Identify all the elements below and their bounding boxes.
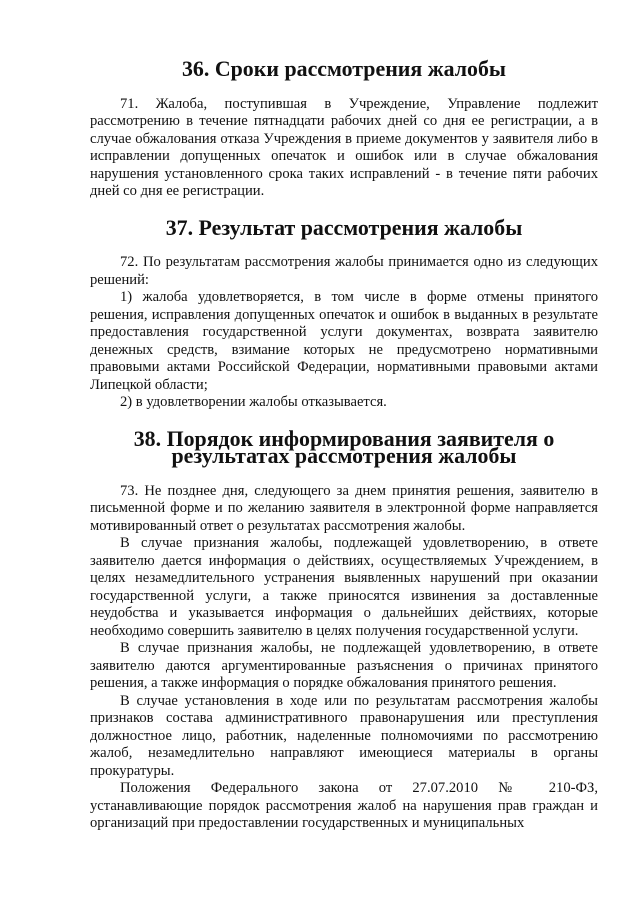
section-37-heading: 37. Результат рассмотрения жалобы — [165, 214, 523, 240]
section-38-heading: 38. Порядок информирования заявителя о результатах рассмотрения жалобы — [133, 425, 555, 468]
paragraph-73: 73. Не позднее дня, следующего за днем принятия решения, заявителю в письменной форме и по желанию заявителя в электронной форме направляется мотивированный ответ о результатах рассмотрения жалобы. — [90, 482, 598, 534]
paragraph-72-item-2: 2) в удовлетворении жалобы отказывается. — [120, 394, 387, 410]
paragraph-73-law-provisions: Положения Федерального закона от 27.07.2010 № 210-ФЗ, устанавливающие порядок рассмотрения жалоб на нарушения прав граждан и организаций при предоставлении государственных и муниципальных — [90, 780, 598, 831]
paragraph-73-satisfied: В случае признания жалобы, подлежащей удовлетворению, в ответе заявителю дается информация о действиях, осуществляемых Учреждением, в целях незамедлительного устранения выявленных нарушений при оказании государственной услуги, а также приносятся извинения за доставленные неудобства и указывается информация о дальнейших действиях, которые необходимо совершить заявителю в целях получения государственной услуги. — [90, 535, 598, 639]
paragraph-72: 72. По результатам рассмотрения жалобы принимается одно из следующих решений: — [90, 254, 598, 288]
paragraph-71: 71. Жалоба, поступившая в Учреждение, Управление подлежит рассмотрению в течение пятнадцати рабочих дней со дня ее регистрации, а в случае обжалования отказа Учреждения в приеме документов у заявителя либо в исправлении допущенных опечаток и ошибок или в случае обжалования нарушения установленного срока таких исправлений - в течение пяти рабочих дней со дня ее регистрации. — [90, 95, 598, 199]
paragraph-73-violation: В случае установления в ходе или по результатам рассмотрения жалобы признаков состава административного правонарушения или преступления должностное лицо, работник, наделенные полномочиями по рассмотрению жалоб, незамедлительно направляют имеющиеся материалы в органы прокуратуры. — [90, 692, 598, 779]
section-36-heading: 36. Сроки рассмотрения жалобы — [181, 56, 507, 81]
paragraph-72-item-1: 1) жалоба удовлетворяется, в том числе в форме отмены принятого решения, исправления допущенных опечаток и ошибок в выданных в результате предоставления государственной услуги документах, возврата заявителю денежных средств, взимание которых не предусмотрено нормативными правовыми актами Российской Федерации, нормативными правовыми актами Липецкой области; — [90, 289, 598, 393]
paragraph-73-rejected: В случае признания жалобы, не подлежащей удовлетворению, в ответе заявителю даются аргументированные разъяснения о причинах принятого решения, а также информация о порядке обжалования принятого решения. — [90, 640, 598, 691]
